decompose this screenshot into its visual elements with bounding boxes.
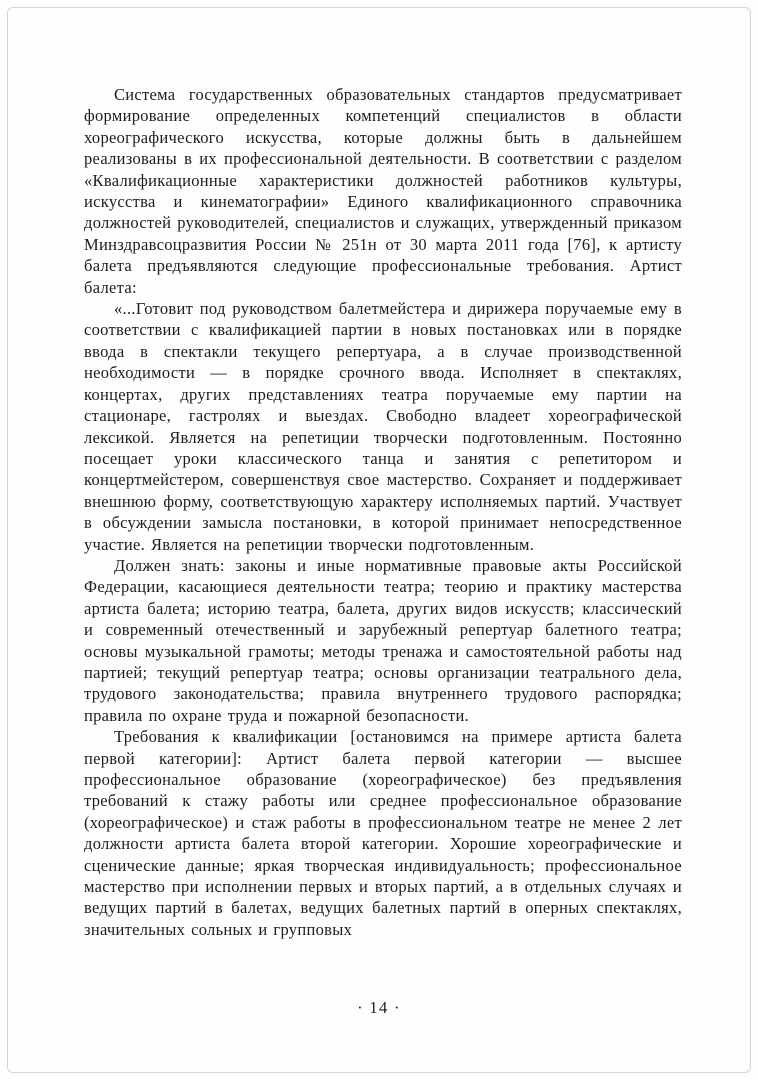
paragraph-duties-quote: «...Готовит под руководством балетмейстера и дирижера поручаемые ему в соответствии с квалификацией партии в новых постановках или в порядке ввода в спектакли текущего репертуара, а в случае производственной необходимости — в порядке срочного ввода. Исполняет в спектаклях, концертах, других представлениях театра поручаемые ему партии на стационаре, гастролях и выездах. Свободно владеет хореографической лексикой. Является на репетиции творчески подготовленным. Постоянно посещает уроки классического танца и занятия с репетитором и концертмейстером, совершенствуя свое мастерство. Сохраняет и поддерживает внешнюю форму, соответствующую характеру исполняемых партий. Участвует в обсуждении замысла постановки, в которой принимает непосредственное участие. Является на репетиции творчески подготовленным. [84, 299, 682, 554]
page-number: · 14 · [357, 998, 401, 1017]
paragraph-qualification-requirements: Требования к квалификации [остановимся на примере артиста балета первой категории]: Артист балета первой категории — высшее профессиональное образование (хореографическое) без предъявления требований к стажу работы или среднее профессиональное образование (хореографическое) и стаж работы в профессиональном театре не менее 2 лет должности артиста балета второй категории. Хорошие хореографические и сценические данные; яркая творческая индивидуальность; профессиональное мастерство при исполнении первых и вторых партий, а в отдельных случаях и ведущих партий в балетах, ведущих балетных партий в оперных спектаклях, значительных сольных и групповых [84, 727, 682, 939]
paragraph-intro: Система государственных образовательных стандартов предусматривает формирование определенных компетенций специалистов в области хореографического искусства, которые должны быть в дальнейшем реализованы в их профессиональной деятельности. В соответствии с разделом «Квалификационные характеристики должностей работников культуры, искусства и кинематографии» Единого квалификационного справочника должностей руководителей, специалистов и служащих, утвержденный приказом Минздравсоцразвития России № 251н от 30 марта 2011 года [76], к артисту балета предъявляются следующие профессиональные требования. Артист балета: [84, 85, 682, 297]
paragraph-must-know: Должен знать: законы и иные нормативные правовые акты Российской Федерации, касающиеся деятельности театра; теорию и практику мастерства артиста балета; историю театра, балета, других видов искусств; классический и современный отечественный и зарубежный репертуар балетного театра; основы музыкальной грамоты; методы тренажа и самостоятельной работы над партией; текущий репертуар театра; основы организации театрального дела, трудового законодательства; правила внутреннего трудового распорядка; правила по охране труда и пожарной безопасности. [84, 555, 682, 725]
text-block [84, 84, 682, 940]
